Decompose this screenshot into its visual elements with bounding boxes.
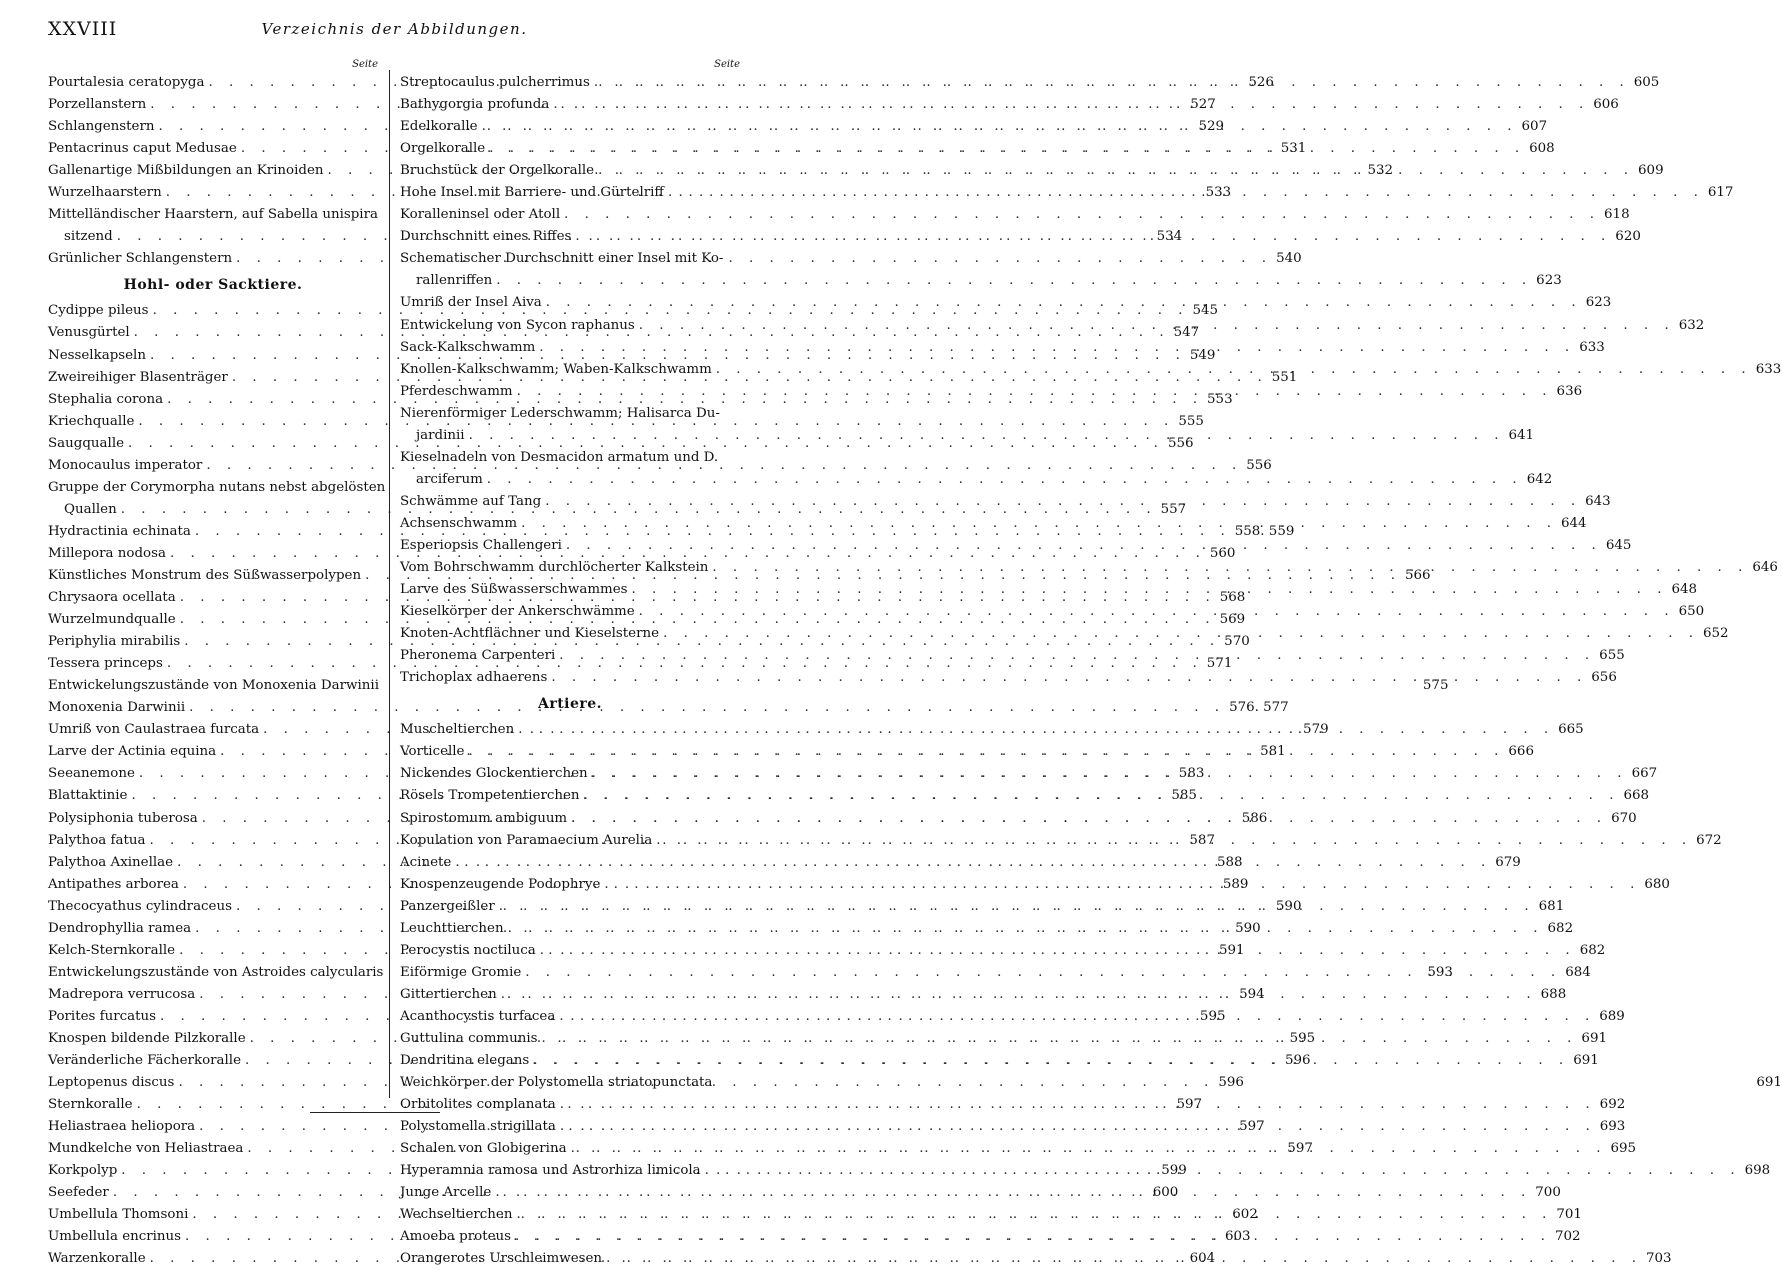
entry-title: sitzend	[64, 229, 113, 245]
dot-leader	[547, 667, 1587, 689]
entry-page-number: 693	[1599, 1119, 1626, 1135]
entry-page-number: 585	[1171, 788, 1197, 804]
dot-leader	[560, 204, 1600, 226]
entry-page-number: 579	[1303, 722, 1329, 738]
entry-page-number: 682	[1547, 920, 1574, 936]
entry-page-number: 596	[1284, 1053, 1311, 1069]
entry-page-number: 581	[1260, 744, 1286, 760]
entry-page-number: 665	[1558, 722, 1584, 738]
entry-page-number: 556	[1167, 435, 1194, 451]
dot-leader	[549, 94, 1589, 116]
entry-title: Panzergeißler	[400, 898, 495, 914]
entry-page-number: 586	[1241, 810, 1268, 826]
entry-page-number: 642	[1526, 471, 1553, 487]
entry-page-number: 587	[1189, 832, 1215, 848]
dot-leader	[517, 513, 1557, 535]
entry-title: Monoxenia Darwinii	[48, 700, 186, 716]
entry-page-number: 597	[1176, 1097, 1203, 1113]
entry-page-number: 689	[1599, 1008, 1625, 1024]
entry-title: Hohe Insel mit Barriere- und Gürtelriff	[400, 185, 664, 201]
entry-title: Trichoplax adhaerens	[400, 670, 548, 686]
entry-page-number: 608	[1529, 141, 1555, 157]
entry-title-line: Gruppe der Corymorpha nutans nebst abgelösten	[48, 479, 386, 495]
dot-leader	[664, 182, 1704, 204]
footer-rule	[310, 1112, 440, 1113]
dot-leader	[555, 1006, 1595, 1028]
dot-leader	[465, 425, 1505, 447]
dot-leader	[600, 874, 1640, 896]
seite-label: Seite	[714, 59, 740, 70]
entry-title: Knospenzeugende Podophrye	[400, 876, 601, 892]
entry-page-number: 547	[1173, 325, 1200, 341]
entry-page-number: 633	[1755, 361, 1782, 377]
entry-page-number: 623	[1536, 273, 1562, 289]
entry-title: Seeanemone	[48, 766, 135, 782]
entry-page-number: 526	[1248, 75, 1274, 90]
entry-page-number: 617	[1707, 185, 1734, 201]
entry-page-number: 569	[1219, 612, 1246, 628]
entry-title: Pferdeschwamm	[400, 383, 513, 399]
entry-page-number: 551	[1271, 369, 1298, 385]
dot-leader	[712, 359, 1752, 381]
entry-title: Umbellula encrinus	[48, 1229, 182, 1245]
column-divider	[389, 70, 390, 1098]
entry-title: Madrepora verrucosa	[48, 986, 196, 1002]
entry-title: Wechseltierchen	[400, 1207, 513, 1223]
entry-title: Gittertierchen	[400, 986, 497, 1002]
entry-page-number: 656	[1591, 670, 1617, 686]
entry-title: Achsenschwamm	[400, 515, 518, 531]
entry-title: Nickendes Glockentierchen	[400, 766, 588, 782]
dot-leader	[538, 1028, 1578, 1050]
dot-leader	[567, 1138, 1607, 1160]
entry-title: Künstliches Monstrum des Süßwasserpolypen	[48, 567, 362, 583]
entry-title: Knospen bildende Pilzkoralle	[48, 1030, 246, 1046]
entry-title: jardinii	[416, 427, 465, 443]
entry-title: Entwickelung von Sycon raphanus	[400, 317, 635, 333]
entry-page-number: 646	[1752, 560, 1778, 576]
dot-leader	[513, 381, 1553, 403]
dot-leader	[556, 1094, 1596, 1116]
dot-leader	[491, 1182, 1531, 1204]
dot-leader	[464, 741, 1504, 763]
entry-page-number: 670	[1611, 810, 1637, 826]
entry-page-number: 583	[1178, 766, 1205, 782]
entry-page-number: 636	[1556, 383, 1583, 399]
entry-page-number: 555	[1178, 413, 1204, 429]
dot-leader	[485, 138, 1525, 160]
entry-title: Hydractinia echinata	[48, 523, 191, 539]
entry-title: Chrysaora ocellata	[48, 590, 176, 606]
entry-page-number: 667	[1631, 766, 1658, 782]
entry-title-line: Schematischer Durchschnitt einer Insel mit Ko-	[400, 251, 724, 267]
entry-title: Korkpolyp	[48, 1163, 118, 1179]
entry-page-number: 602	[1232, 1207, 1258, 1223]
entry-page-number: 701	[1556, 1207, 1582, 1223]
entry-page-number: 681	[1538, 898, 1565, 914]
entry-title: Leptopenus discus	[48, 1075, 175, 1091]
entry-title: Pentacrinus caput Medusae	[48, 141, 237, 157]
toc-entry	[400, 469, 1553, 491]
entry-page-number: 570	[1224, 634, 1250, 650]
entry-page-number: 679	[1495, 854, 1521, 870]
entry-page-number: 607	[1521, 119, 1548, 135]
entry-page-number: 557	[1160, 501, 1187, 517]
dot-leader	[483, 469, 1523, 491]
entry-page-number: 620	[1615, 229, 1641, 245]
entry-title: Polystomella strigillata	[400, 1119, 556, 1135]
entry-page-number: 588	[1217, 854, 1243, 870]
entry-title: Seefeder	[48, 1185, 109, 1201]
entry-title: Tessera princeps	[48, 656, 163, 672]
entry-page-number: 691	[1756, 1075, 1782, 1091]
entry-title: Knoten-Achtflächner und Kieselsterne	[400, 626, 660, 642]
entry-page-number: 575	[1422, 678, 1449, 694]
dot-leader	[580, 785, 1620, 807]
entry-title: Cydippe pileus	[48, 303, 149, 319]
entry-title: Durchschnitt eines Riffes	[400, 229, 572, 245]
entry-title: Orangerotes Urschleimwesen	[400, 1251, 603, 1267]
entry-title: Veränderliche Fächerkoralle	[48, 1053, 242, 1069]
dot-leader	[588, 763, 1628, 785]
entry-page-number: 695	[1610, 1141, 1637, 1157]
entry-title: Palythoa fatua	[48, 832, 146, 848]
entry-title: Blattaktinie	[48, 788, 128, 804]
dot-leader	[541, 491, 1581, 513]
entry-page-number: 606	[1593, 97, 1619, 113]
entry-title: rallenriffen	[416, 273, 493, 289]
entry-page-number: 532	[1367, 163, 1393, 179]
entry-page-number: 590	[1275, 898, 1302, 914]
entry-title: Amoeba proteus	[400, 1229, 512, 1245]
entry-title: Perocystis noctiluca	[400, 942, 536, 958]
entry-title: Sternkoralle	[48, 1097, 133, 1113]
entry-page-number: 597	[1239, 1119, 1265, 1135]
dot-leader	[535, 337, 1575, 359]
entry-title: Kieselkörper der Ankerschwämme	[400, 604, 635, 620]
entry-page-number: 549	[1189, 347, 1216, 363]
entry-title: Warzenkoralle	[48, 1251, 146, 1267]
entry-page-number: 595	[1199, 1008, 1226, 1024]
entry-page-number: 700	[1535, 1185, 1561, 1201]
entry-page-number: 666	[1508, 744, 1534, 760]
entry-page-number: 531	[1280, 141, 1307, 157]
entry-title: Schalen von Globigerina	[400, 1141, 567, 1157]
entry-page-number: 594	[1239, 986, 1265, 1002]
entry-title: Zweireihiger Blasenträger	[48, 369, 228, 385]
entry-title: Spirostomum ambiguum	[400, 810, 568, 826]
entry-page-number: 595	[1289, 1030, 1316, 1046]
entry-page-number: 641	[1508, 427, 1535, 443]
entry-title: Umriß von Caulastraea furcata	[48, 722, 260, 738]
entry-page-number: 597	[1287, 1141, 1313, 1157]
entry-title: Koralleninsel oder Atoll	[400, 207, 561, 223]
entry-title-line: Mittelländischer Haarstern, auf Sabella unispira	[48, 207, 378, 223]
dot-leader	[635, 315, 1675, 337]
entry-title: Umriß der Insel Aiva	[400, 295, 542, 311]
dot-leader	[492, 270, 1532, 292]
entry-title: Orbitolites complanata	[400, 1097, 556, 1113]
entry-title: Monocaulus imperator	[48, 457, 203, 473]
entry-title: Pheronema Carpenteri	[400, 648, 556, 664]
entry-title: Bathygorgia profunda	[400, 97, 550, 113]
entry-page-number: 609	[1638, 163, 1664, 179]
entry-page-number: 668	[1623, 788, 1650, 804]
entry-title: Dendritina elegans	[400, 1053, 530, 1069]
entry-page-number: 688	[1540, 986, 1567, 1002]
entry-page-number: 698	[1744, 1163, 1771, 1179]
entry-page-number: 576. 577	[1229, 700, 1289, 716]
entry-page-number: 648	[1671, 582, 1698, 598]
entry-title: Antipathes arborea	[48, 876, 179, 892]
dot-leader	[708, 557, 1748, 579]
entry-page-number: 644	[1560, 515, 1587, 531]
dot-leader	[652, 830, 1692, 852]
entry-title: Entwickelungszustände von Monoxenia Darwinii	[48, 678, 379, 694]
entry-title: Schwämme auf Tang	[400, 493, 542, 509]
entry-title: Entwickelungszustände von Astroides calycularis	[48, 964, 384, 980]
entry-page-number: 682	[1579, 942, 1606, 958]
entry-page-number: 533	[1205, 185, 1232, 201]
entry-title: Acanthocystis turfacea	[400, 1008, 556, 1024]
seite-label: Seite	[352, 59, 378, 70]
dot-leader	[635, 601, 1675, 623]
entry-title: Rösels Trompetentierchen	[400, 788, 580, 804]
dot-leader	[497, 984, 1537, 1006]
dot-leader	[628, 579, 1668, 601]
section-heading: Hohl- oder Sacktiere.	[123, 277, 303, 294]
entry-page-number: 692	[1599, 1097, 1626, 1113]
entry-title: Eiförmige Gromie	[400, 964, 522, 980]
dot-leader	[514, 719, 1554, 741]
entry-title: Kopulation von Paramaecium Aurelia	[400, 832, 653, 848]
dot-leader	[659, 623, 1699, 645]
entry-page-number: 593	[1427, 964, 1453, 980]
dot-leader	[451, 852, 1491, 874]
entry-page-number: 560	[1209, 545, 1236, 561]
entry-title: Guttulina communis	[400, 1030, 538, 1046]
entry-page-number: 556	[1246, 457, 1272, 473]
entry-title: Grünlicher Schlangenstern	[48, 251, 233, 267]
entry-page-number: 596	[1218, 1075, 1244, 1091]
entry-title: Periphylia mirabilis	[48, 634, 181, 650]
entry-page-number: 568	[1219, 590, 1246, 606]
toc-entry	[400, 270, 1562, 292]
entry-title: Hyperamnia ramosa und Astrorhiza limicola	[400, 1163, 701, 1179]
entry-page-number: 599	[1161, 1163, 1187, 1179]
dot-leader	[512, 1204, 1552, 1226]
entry-title: Edelkoralle	[400, 119, 478, 135]
entry-title: Knollen-Kalkschwamm; Waben-Kalkschwamm	[400, 361, 712, 377]
entry-title: Gallenartige Mißbildungen an Krinoiden	[48, 163, 324, 179]
entry-title: Pourtalesia ceratopyga	[48, 75, 205, 90]
entry-page-number: 600	[1152, 1185, 1179, 1201]
entry-page-number: 623	[1585, 295, 1612, 311]
entry-page-number: 603	[1224, 1229, 1251, 1245]
page-number: XXVIII	[48, 18, 118, 40]
dot-leader	[701, 1160, 1741, 1182]
dot-leader	[504, 918, 1544, 940]
entry-title: Larve der Actinia equina	[48, 744, 217, 760]
toc-entry	[400, 204, 1630, 226]
entry-page-number: 527	[1190, 97, 1216, 113]
entry-title: Millepora nodosa	[48, 545, 166, 561]
entry-title: Weichkörper der Polystomella striatopunctata	[400, 1075, 713, 1091]
entry-page-number: 633	[1579, 339, 1605, 355]
entry-page-number: 632	[1678, 317, 1705, 333]
dot-leader	[590, 72, 1630, 94]
entry-page-number: 589	[1222, 876, 1249, 892]
dot-leader	[602, 1248, 1642, 1270]
entry-title: Bruchstück der Orgelkoralle	[400, 163, 595, 179]
entry-page-number: 558. 559	[1234, 523, 1295, 539]
entry-title: Kelch-Sternkoralle	[48, 942, 176, 958]
entry-page-number: 540	[1276, 251, 1302, 267]
entry-page-number: 645	[1605, 537, 1632, 553]
entry-title: Acinete	[400, 854, 452, 870]
entry-page-number: 702	[1554, 1229, 1581, 1245]
entry-page-number: 590	[1235, 920, 1261, 936]
entry-page-number: 643	[1585, 493, 1611, 509]
entry-title: Palythoa Axinellae	[48, 854, 174, 870]
entry-title: Porzellanstern	[48, 97, 147, 113]
entry-page-number: 545	[1192, 303, 1219, 319]
entry-title-line: Kieselnadeln von Desmacidon armatum und D.	[400, 449, 719, 465]
entry-page-number: 684	[1565, 964, 1591, 980]
dot-leader	[478, 116, 1518, 138]
dot-leader	[521, 962, 1561, 984]
entry-title: Leuchttierchen	[400, 920, 504, 936]
entry-title: Schlangenstern	[48, 119, 155, 135]
dot-leader	[562, 535, 1602, 557]
dot-leader	[571, 226, 1611, 248]
entry-page-number: 604	[1189, 1251, 1216, 1267]
dot-leader	[495, 896, 1535, 918]
entry-title: arciferum	[416, 471, 483, 487]
entry-title: Vom Bohrschwamm durchlöcherter Kalkstein	[400, 560, 709, 576]
entry-page-number: 652	[1702, 626, 1729, 642]
entry-title: Wurzelmundqualle	[48, 612, 176, 628]
dot-leader	[536, 940, 1576, 962]
entry-page-number: 672	[1696, 832, 1722, 848]
dot-leader	[567, 808, 1607, 830]
entry-title: Nesselkapseln	[48, 347, 146, 363]
entry-page-number: 691	[1573, 1053, 1599, 1069]
entry-title: Polysiphonia tuberosa	[48, 810, 198, 826]
entry-page-number: 571	[1206, 656, 1233, 672]
entry-page-number: 680	[1644, 876, 1670, 892]
entry-title: Thecocyathus cylindraceus	[48, 898, 232, 914]
entry-title: Porites furcatus	[48, 1008, 156, 1024]
entry-title: Larve des Süßwasserschwammes	[400, 582, 628, 598]
entry-page-number: 529	[1198, 119, 1224, 135]
dot-leader	[511, 1226, 1551, 1248]
entry-title: Umbellula Thomsoni	[48, 1207, 189, 1223]
dot-leader	[594, 160, 1634, 182]
entry-title: Esperiopsis Challengeri	[400, 537, 562, 553]
entry-page-number: 618	[1604, 207, 1630, 223]
dot-leader	[556, 1116, 1596, 1138]
entry-title: Sack-Kalkschwamm	[400, 339, 536, 355]
entry-page-number: 703	[1645, 1251, 1672, 1267]
entry-page-number: 650	[1678, 604, 1705, 620]
entry-title: Saugqualle	[48, 435, 125, 451]
running-title: Verzeichnis der Abbildungen.	[261, 20, 528, 38]
entry-title: Vorticelle	[400, 744, 465, 760]
entry-title: Streptocaulus pulcherrimus	[400, 75, 590, 90]
section-heading: Artiere.	[537, 696, 603, 713]
entry-title: Quallen	[64, 501, 117, 517]
entry-title: Orgelkoralle	[400, 141, 486, 157]
entry-title: Venusgürtel	[48, 325, 130, 341]
entry-title: Mundkelche von Heliastraea	[48, 1141, 244, 1157]
entry-title: Kriechqualle	[48, 413, 135, 429]
page-header	[48, 18, 741, 48]
entry-page-number: 655	[1599, 648, 1625, 664]
entry-page-number: 553	[1207, 391, 1233, 407]
entry-page-number: 566	[1405, 567, 1431, 583]
entry-page-number: 691	[1581, 1030, 1607, 1046]
entry-page-number: 534	[1156, 229, 1183, 245]
dot-leader	[555, 645, 1595, 667]
entry-page-number: 591	[1218, 942, 1245, 958]
dot-leader	[529, 1050, 1569, 1072]
entry-title: Dendrophyllia ramea	[48, 920, 192, 936]
entry-page-number: 605	[1633, 75, 1660, 90]
entry-title-line: Nierenförmiger Lederschwamm; Halisarca Du-	[400, 405, 720, 421]
dot-leader	[542, 292, 1582, 314]
entry-title: Heliastraea heliopora	[48, 1119, 196, 1135]
entry-title: Junge Arcelle	[400, 1185, 492, 1201]
entry-title: Wurzelhaarstern	[48, 185, 162, 201]
entry-title: Stephalia corona	[48, 391, 164, 407]
entry-title: Muscheltierchen	[400, 722, 515, 738]
